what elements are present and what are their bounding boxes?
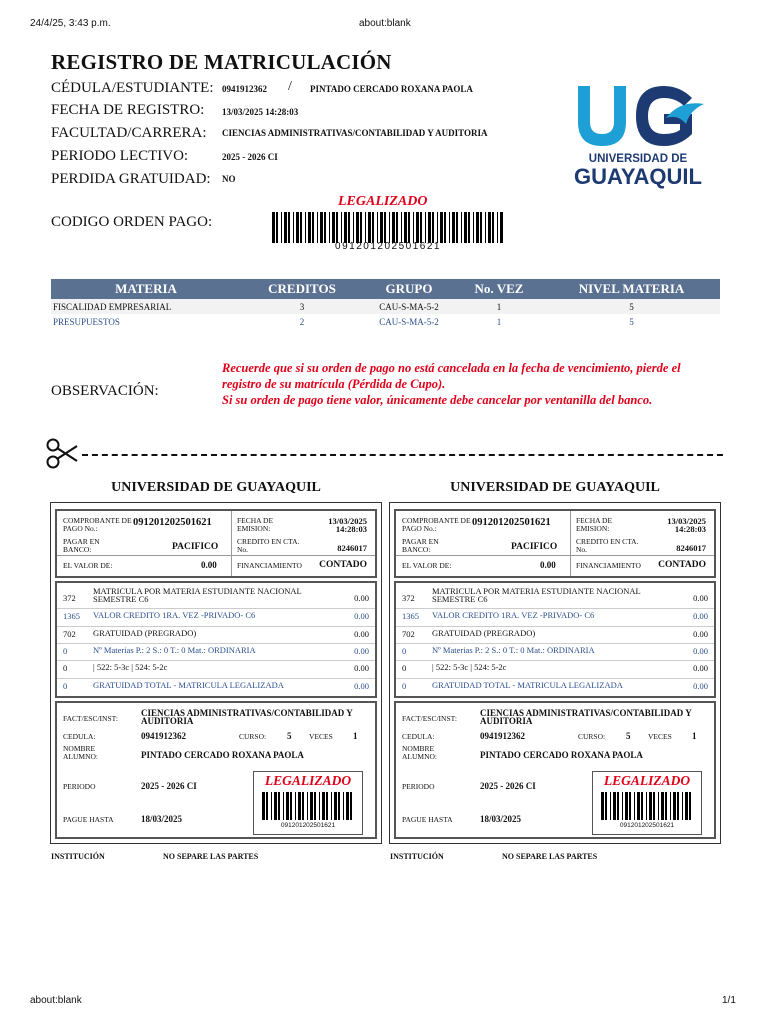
item-desc: VALOR CREDITO 1RA. VEZ -PRIVADO- C6 [93, 610, 256, 620]
cell-no-vez: 1 [455, 299, 543, 314]
periodo-value: 2025 - 2026 CI [480, 781, 536, 791]
ticket-right-title: UNIVERSIDAD DE GUAYAQUIL [450, 480, 660, 495]
fact-value: CIENCIAS ADMINISTRATIVAS/CONTABILIDAD Y AUDITORIA [480, 708, 692, 726]
item-amount: 0.00 [693, 629, 708, 639]
comprobante-number: 091201202501621 [472, 517, 551, 528]
fecha-emision-label: FECHA DE EMISION: [576, 516, 613, 533]
col-nivel: NIVEL MATERIA [543, 279, 720, 299]
fecha-emision-value [667, 517, 706, 533]
item-code: 372 [63, 593, 76, 603]
comprobante-label: COMPROBANTE DE PAGO No.: [63, 516, 132, 533]
valor-value: 0.00 [201, 560, 217, 570]
facultad-value: CIENCIAS ADMINISTRATIVAS/CONTABILIDAD Y AUDITORIA [222, 128, 488, 138]
col-materia: MATERIA [51, 279, 241, 299]
periodo-label: PERIODO LECTIVO: [51, 148, 189, 164]
curso-value: 5 [287, 731, 292, 741]
valor-label: EL VALOR DE: [402, 561, 452, 570]
item-code: 702 [402, 629, 415, 639]
materias-header-row [51, 279, 720, 299]
observacion-text [222, 360, 722, 408]
nombre-value: PINTADO CERCADO ROXANA PAOLA [141, 750, 304, 760]
pague-hasta-label: PAGUE HASTA [402, 815, 453, 824]
barcode-number: 091201202501621 [335, 241, 441, 252]
veces-value: 1 [692, 731, 697, 741]
fecha-emision-date: 13/03/2025 [667, 516, 706, 526]
item-code: 0 [402, 646, 407, 656]
curso-label: CURSO: [239, 732, 267, 741]
cedula-value: 0941912362 [222, 84, 267, 94]
institucion-right: INSTITUCIÓN [390, 852, 444, 861]
cell-grupo: CAU-S-MA-5-2 [363, 299, 455, 314]
cell-creditos: 3 [241, 299, 363, 314]
financiamiento-label: FINANCIAMIENTO [576, 561, 641, 570]
cedula-separator: / [288, 79, 292, 94]
item-code: 0 [402, 681, 407, 691]
legalizado-box [592, 771, 702, 835]
cell-creditos: 2 [299, 316, 305, 327]
item-code: 372 [402, 593, 415, 603]
materias-table [51, 279, 720, 329]
no-separe-right: NO SEPARE LAS PARTES [502, 852, 598, 861]
curso-label: CURSO: [578, 732, 606, 741]
observacion-text2: Si su orden de pago tiene valor, únicamente debe cancelar por ventanilla del banco. [222, 393, 653, 407]
ug-logo-icon [568, 84, 708, 190]
table-row [51, 314, 720, 329]
legalizado-stamp: LEGALIZADO [338, 194, 428, 209]
comprobante-number: 091201202501621 [133, 517, 212, 528]
item-amount: 0.00 [354, 629, 369, 639]
item-desc: Nº Materias P.: 2 S.: 0 T.: 0 Mat.: ORDINARIA [93, 645, 256, 655]
item-amount: 0.00 [693, 663, 708, 673]
fecha-emision-date: 13/03/2025 [328, 516, 367, 526]
fecha-emision-label: FECHA DE EMISION: [237, 516, 274, 533]
cut-line [82, 454, 723, 456]
print-url: about:blank [359, 18, 411, 29]
perdida-label: PERDIDA GRATUIDAD: [51, 171, 211, 187]
table-row [51, 299, 720, 314]
comprobante-box [55, 509, 377, 578]
financiamiento-value: CONTADO [658, 560, 706, 570]
cell-materia: FISCALIDAD EMPRESARIAL [51, 299, 241, 314]
codigo-orden-label: CODIGO ORDEN PAGO: [51, 214, 213, 230]
item-desc: | 522: 5-3c | 524: 5-2c [432, 662, 507, 672]
barcode-bars [272, 212, 504, 243]
page-title: REGISTRO DE MATRICULACIÓN [51, 50, 392, 74]
item-code: 1365 [402, 611, 419, 621]
cell-grupo: CAU-S-MA-5-2 [379, 316, 439, 327]
banco-value: PACIFICO [511, 542, 558, 552]
ticket-left-title: UNIVERSIDAD DE GUAYAQUIL [111, 480, 321, 495]
item-code: 0 [63, 663, 68, 673]
items-box [55, 581, 377, 698]
ticket-right [389, 502, 721, 844]
veces-label: VECES [309, 732, 333, 741]
barcode-bars [601, 792, 693, 820]
item-code: 0 [63, 681, 68, 691]
cuenta-value: 8246017 [676, 543, 706, 553]
periodo-label: PERIODO [63, 782, 96, 791]
item-desc: MATRICULA POR MATERIA ESTUDIANTE NACIONAL SEMESTRE C6 [432, 586, 641, 604]
item-code: 0 [402, 663, 407, 673]
veces-label: VECES [648, 732, 672, 741]
item-amount: 0.00 [693, 681, 708, 691]
cedula-label: CEDULA: [63, 732, 96, 741]
cell-nivel: 5 [543, 299, 720, 314]
cedula-label: CÉDULA/ESTUDIANTE: [51, 80, 214, 96]
fecha-registro-value: 13/03/2025 14:28:03 [222, 107, 299, 117]
item-code: 1365 [63, 611, 80, 621]
legalizado-stamp: LEGALIZADO [603, 773, 691, 788]
periodo-value: 2025 - 2026 CI [222, 152, 278, 162]
legalizado-stamp: LEGALIZADO [264, 773, 352, 788]
veces-value: 1 [353, 731, 358, 741]
financiamiento-label: FINANCIAMIENTO [237, 561, 302, 570]
legalizado-box [253, 771, 363, 835]
logo-line1: UNIVERSIDAD DE [588, 153, 688, 165]
pague-hasta-label: PAGUE HASTA [63, 815, 114, 824]
print-footer-url: about:blank [30, 995, 82, 1006]
item-desc: VALOR CREDITO 1RA. VEZ -PRIVADO- C6 [432, 610, 595, 620]
credito-label: CREDITO EN CTA. No. [237, 537, 300, 554]
cell-nivel: 5 [629, 316, 634, 327]
barcode-number: 091201202501621 [280, 822, 336, 829]
periodo-label: PERIODO [402, 782, 435, 791]
nombre-value: PINTADO CERCADO ROXANA PAOLA [480, 750, 643, 760]
ticket-left [50, 502, 382, 844]
item-amount: 0.00 [354, 611, 369, 621]
item-desc: GRATUIDAD TOTAL - MATRICULA LEGALIZADA [432, 680, 623, 690]
student-box [394, 701, 716, 839]
fecha-registro-label: FECHA DE REGISTRO: [51, 102, 205, 118]
fecha-emision-time: 14:28:03 [674, 524, 706, 534]
item-amount: 0.00 [693, 611, 708, 621]
cuenta-value: 8246017 [337, 543, 367, 553]
item-desc: GRATUIDAD TOTAL - MATRICULA LEGALIZADA [93, 680, 284, 690]
institucion-left: INSTITUCIÓN [51, 852, 105, 861]
student-name: PINTADO CERCADO ROXANA PAOLA [310, 84, 473, 94]
barcode-number: 091201202501621 [619, 822, 675, 829]
cedula-value: 0941912362 [141, 731, 186, 741]
ticket-barcode [601, 792, 693, 830]
col-no-vez: No. VEZ [455, 279, 543, 299]
pagar-banco-label: PAGAR EN BANCO: [402, 537, 439, 554]
cell-no-vez: 1 [496, 316, 502, 327]
observacion-text1: Recuerde que si su orden de pago no está cancelada en la fecha de vencimiento, pierde el registro de su matrícula (Pérdida de Cupo). [222, 361, 681, 391]
col-creditos: CREDITOS [241, 279, 363, 299]
main-barcode [272, 212, 504, 252]
item-desc: | 522: 5-3c | 524: 5-2c [93, 662, 168, 672]
fact-value: CIENCIAS ADMINISTRATIVAS/CONTABILIDAD Y AUDITORIA [141, 708, 353, 726]
cedula-value: 0941912362 [480, 731, 525, 741]
item-amount: 0.00 [693, 593, 708, 603]
item-code: 0 [63, 646, 68, 656]
periodo-value: 2025 - 2026 CI [141, 781, 197, 791]
fact-label: FACT/ESC/INST: [402, 714, 457, 723]
col-grupo: GRUPO [363, 279, 455, 299]
fecha-emision-value [328, 517, 367, 533]
print-datetime: 24/4/25, 3:43 p.m. [30, 18, 111, 29]
scissors-icon [45, 437, 79, 471]
cell-materia: PRESUPUESTOS [53, 316, 120, 327]
barcode-bars [262, 792, 354, 820]
valor-value: 0.00 [540, 560, 556, 570]
comprobante-label: COMPROBANTE DE PAGO No.: [402, 516, 471, 533]
fecha-emision-time: 14:28:03 [335, 524, 367, 534]
university-logo [568, 84, 708, 190]
observacion-label: OBSERVACIÓN: [51, 383, 159, 399]
item-desc: GRATUIDAD (PREGRADO) [432, 628, 536, 638]
comprobante-box [394, 509, 716, 578]
pague-hasta-value: 18/03/2025 [141, 814, 183, 824]
item-amount: 0.00 [693, 646, 708, 656]
curso-value: 5 [626, 731, 631, 741]
credito-label: CREDITO EN CTA. No. [576, 537, 639, 554]
logo-line2: GUAYAQUIL [574, 164, 702, 189]
item-code: 702 [63, 629, 76, 639]
item-amount: 0.00 [354, 593, 369, 603]
nombre-label: NOMBRE ALUMNO: [402, 744, 437, 761]
print-page-count: 1/1 [722, 995, 736, 1006]
pagar-banco-label: PAGAR EN BANCO: [63, 537, 100, 554]
item-desc: Nº Materias P.: 2 S.: 0 T.: 0 Mat.: ORDINARIA [432, 645, 595, 655]
nombre-label: NOMBRE ALUMNO: [63, 744, 98, 761]
item-amount: 0.00 [354, 663, 369, 673]
valor-label: EL VALOR DE: [63, 561, 113, 570]
item-amount: 0.00 [354, 646, 369, 656]
banco-value: PACIFICO [172, 542, 219, 552]
student-box [55, 701, 377, 839]
financiamiento-value: CONTADO [319, 560, 367, 570]
facultad-label: FACULTAD/CARRERA: [51, 125, 207, 141]
no-separe-left: NO SEPARE LAS PARTES [163, 852, 259, 861]
item-desc: GRATUIDAD (PREGRADO) [93, 628, 197, 638]
perdida-value: NO [222, 174, 236, 184]
fact-label: FACT/ESC/INST: [63, 714, 118, 723]
item-desc: MATRICULA POR MATERIA ESTUDIANTE NACIONAL SEMESTRE C6 [93, 586, 302, 604]
pague-hasta-value: 18/03/2025 [480, 814, 522, 824]
ticket-barcode [262, 792, 354, 830]
item-amount: 0.00 [354, 681, 369, 691]
cedula-label: CEDULA: [402, 732, 435, 741]
items-box [394, 581, 716, 698]
